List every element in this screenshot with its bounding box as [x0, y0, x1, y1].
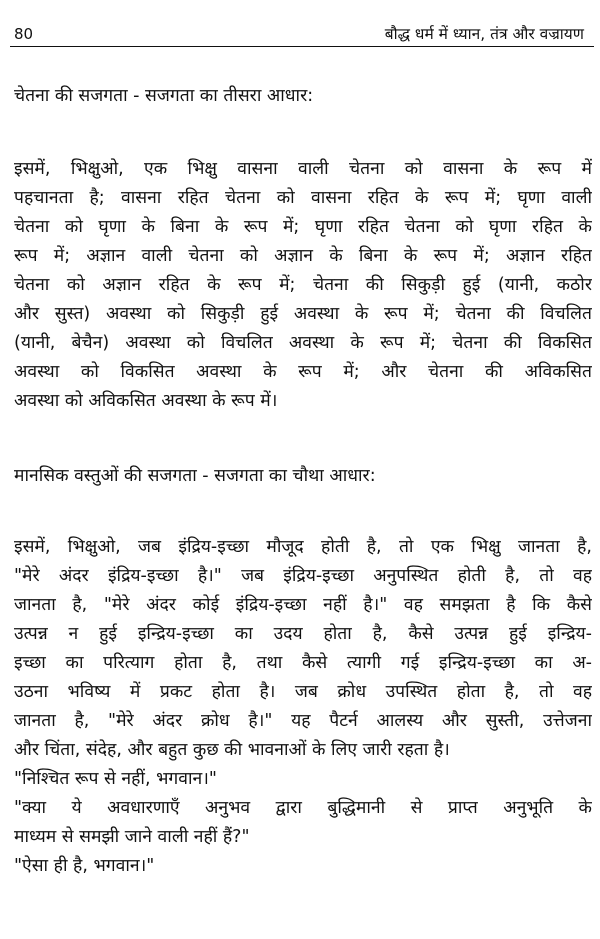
page-header [14, 14, 584, 44]
text-line: इसमें, भिक्षुओ, एक भिक्षु वासना वाली चेतना को वासना के रूप में [14, 159, 592, 179]
text-line: चेतना को घृणा के बिना के रूप में; घृणा रहित चेतना को घृणा रहित के [14, 217, 592, 237]
dialogue-line: "निश्चित रूप से नहीं, भगवान।" [14, 769, 217, 789]
text-line: उठना भविष्य में प्रकट होता है। जब क्रोध उपस्थित होता है, तो वह [14, 682, 592, 702]
text-line: इच्छा का परित्याग होता है, तथा कैसे त्यागी गई इन्द्रिय-इच्छा का अ- [14, 653, 592, 673]
running-title: बौद्ध धर्म में ध्यान, तंत्र और वज्रायण [384, 25, 584, 43]
text-line: "मेरे अंदर इंद्रिय-इच्छा है।" जब इंद्रिय-इच्छा अनुपस्थित होती है, तो वह [14, 566, 592, 586]
header-rule [10, 46, 594, 47]
text-line: और चिंता, संदेह, और बहुत कुछ की भावनाओं के लिए जारी रहता है। [14, 740, 450, 760]
text-line: अवस्था को अविकसित अवस्था के रूप में। [14, 391, 278, 411]
text-line: "क्या ये अवधारणाएँ अनुभव द्वारा बुद्धिमानी से प्राप्त अनुभूति के [14, 798, 592, 818]
paragraph-mental-objects [14, 533, 592, 765]
text-line: जानता है, "मेरे अंदर क्रोध है।" यह पैटर्न आलस्य और सुस्ती, उत्तेजना [14, 711, 592, 731]
dialogue-question [14, 794, 592, 852]
text-line: पहचानता है; वासना रहित चेतना को वासना रहित के रूप में; घृणा वाली [14, 188, 592, 208]
paragraph-consciousness [14, 155, 592, 416]
text-line: अवस्था को विकसित अवस्था के रूप में; और चेतना की अविकसित [14, 362, 592, 382]
page-number: 80 [14, 25, 34, 43]
text-line: इसमें, भिक्षुओ, जब इंद्रिय-इच्छा मौजूद होती है, तो एक भिक्षु जानता है, [14, 537, 592, 557]
page-body [14, 82, 592, 881]
text-line: चेतना को अज्ञान रहित के रूप में; चेतना की सिकुड़ी हुई (यानी, कठोर [14, 275, 592, 295]
text-line: और सुस्त) अवस्था को सिकुड़ी हुई अवस्था के रूप में; चेतना की विचलित [14, 304, 592, 324]
text-line: जानता है, "मेरे अंदर कोई इंद्रिय-इच्छा नहीं है।" वह समझता है कि कैसे [14, 595, 592, 615]
section-heading-4: मानसिक वस्तुओं की सजगता - सजगता का चौथा आधार: [14, 466, 376, 486]
section-heading-3: चेतना की सजगता - सजगता का तीसरा आधार: [14, 86, 314, 106]
text-line: (यानी, बेचैन) अवस्था को विचलित अवस्था के रूप में; चेतना की विकसित [14, 333, 592, 353]
text-line: उत्पन्न न हुई इन्द्रिय-इच्छा का उदय होता है, कैसे उत्पन्न हुई इन्द्रिय- [14, 624, 592, 644]
text-line: माध्यम से समझी जाने वाली नहीं हैं?" [14, 827, 250, 847]
dialogue-line: "ऐसा ही है, भगवान।" [14, 856, 155, 876]
text-line: रूप में; अज्ञान वाली चेतना को अज्ञान के बिना के रूप में; अज्ञान रहित [14, 246, 592, 266]
